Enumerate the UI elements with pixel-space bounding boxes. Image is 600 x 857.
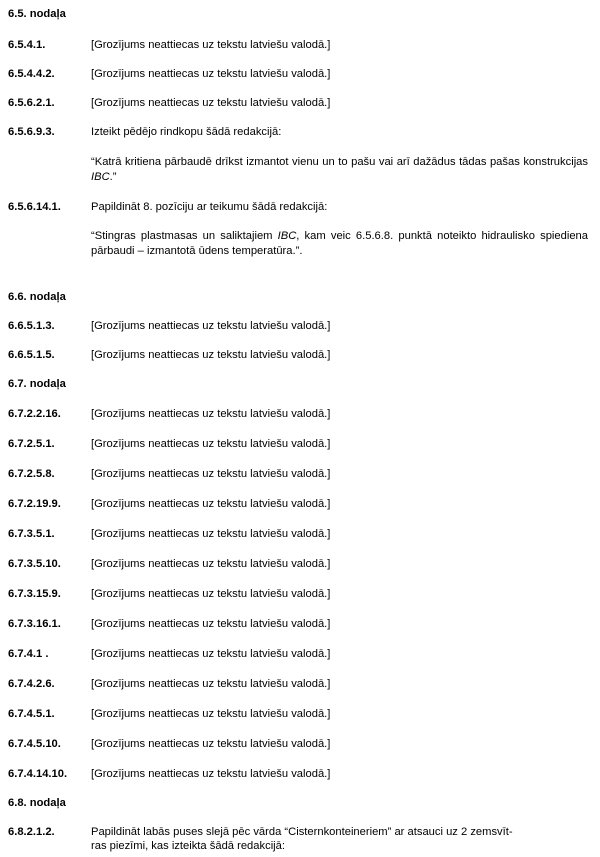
entry-number: 6.7.4.5.1. bbox=[8, 708, 55, 720]
quoted-amendment-text: “Stingras plastmasas un saliktajiem IBC, kam veic 6.5.6.8. punktā noteikto hidraulisko spiediena pārbaudi – izmantotā ūdens temperatūra.”. bbox=[91, 230, 588, 257]
entry-text: [Grozījums neattiecas uz tekstu latviešu valodā.] bbox=[91, 708, 331, 720]
entry-number: 6.7.4.14.10. bbox=[8, 768, 68, 780]
entry-number: 6.6.5.1.5. bbox=[8, 349, 55, 361]
entry-number: 6.7.3.16.1. bbox=[8, 618, 61, 630]
entry-text: [Grozījums neattiecas uz tekstu latviešu valodā.] bbox=[91, 558, 331, 570]
entry-text: [Grozījums neattiecas uz tekstu latviešu valodā.] bbox=[91, 738, 331, 750]
entry-number: 6.7.2.5.1. bbox=[8, 438, 55, 450]
entry-text: [Grozījums neattiecas uz tekstu latviešu valodā.] bbox=[91, 588, 331, 600]
entry-number: 6.7.2.2.16. bbox=[8, 408, 61, 420]
section-heading-6-5: 6.5. nodaļa bbox=[8, 8, 66, 20]
entry-number: 6.5.4.4.2. bbox=[8, 68, 55, 80]
entry-number: 6.7.3.5.1. bbox=[8, 528, 55, 540]
entry-text: [Grozījums neattiecas uz tekstu latviešu valodā.] bbox=[91, 68, 331, 80]
entry-number: 6.7.2.5.8. bbox=[8, 468, 55, 480]
entry-text: [Grozījums neattiecas uz tekstu latviešu valodā.] bbox=[91, 39, 331, 51]
entry-text: Papildināt 8. pozīciju ar teikumu šādā redakcijā: bbox=[91, 201, 328, 213]
entry-text: [Grozījums neattiecas uz tekstu latviešu valodā.] bbox=[91, 320, 331, 332]
entry-text: [Grozījums neattiecas uz tekstu latviešu valodā.] bbox=[91, 528, 331, 540]
entry-number: 6.5.6.9.3. bbox=[8, 126, 55, 138]
entry-text: [Grozījums neattiecas uz tekstu latviešu valodā.] bbox=[91, 498, 331, 510]
section-heading-6-8: 6.8. nodaļa bbox=[8, 797, 66, 809]
quoted-amendment-text: “Katrā kritiena pārbaudē drīkst izmantot vienu un to pašu vai arī dažādus tādas pašas konstrukcijas IBC.” bbox=[91, 156, 588, 183]
entry-number: 6.7.4.1 . bbox=[8, 648, 49, 660]
entry-number: 6.7.3.15.9. bbox=[8, 588, 61, 600]
entry-text: [Grozījums neattiecas uz tekstu latviešu valodā.] bbox=[91, 349, 331, 361]
entry-number: 6.7.2.19.9. bbox=[8, 498, 61, 510]
entry-text-continuation: ras piezīmi, kas izteikta šādā redakcijā: bbox=[91, 840, 285, 852]
entry-text: Papildināt labās puses slejā pēc vārda “Cisternkonteineriem” ar atsauci uz 2 zemsvīt- bbox=[91, 826, 513, 838]
entry-text: [Grozījums neattiecas uz tekstu latviešu valodā.] bbox=[91, 618, 331, 630]
entry-number: 6.5.6.2.1. bbox=[8, 97, 55, 109]
entry-text: [Grozījums neattiecas uz tekstu latviešu valodā.] bbox=[91, 468, 331, 480]
entry-number: 6.5.4.1. bbox=[8, 39, 46, 51]
entry-text: [Grozījums neattiecas uz tekstu latviešu valodā.] bbox=[91, 648, 331, 660]
section-heading-6-7: 6.7. nodaļa bbox=[8, 378, 66, 390]
section-heading-6-6: 6.6. nodaļa bbox=[8, 291, 66, 303]
entry-number: 6.6.5.1.3. bbox=[8, 320, 55, 332]
entry-number: 6.7.4.2.6. bbox=[8, 678, 55, 690]
entry-text: [Grozījums neattiecas uz tekstu latviešu valodā.] bbox=[91, 768, 331, 780]
entry-text: [Grozījums neattiecas uz tekstu latviešu valodā.] bbox=[91, 97, 331, 109]
entry-number: 6.7.3.5.10. bbox=[8, 558, 61, 570]
entry-number: 6.5.6.14.1. bbox=[8, 201, 61, 213]
entry-number: 6.7.4.5.10. bbox=[8, 738, 61, 750]
entry-number: 6.8.2.1.2. bbox=[8, 826, 55, 838]
entry-text: [Grozījums neattiecas uz tekstu latviešu valodā.] bbox=[91, 438, 331, 450]
entry-text: [Grozījums neattiecas uz tekstu latviešu valodā.] bbox=[91, 678, 331, 690]
entry-text: Izteikt pēdējo rindkopu šādā redakcijā: bbox=[91, 126, 282, 138]
entry-text: [Grozījums neattiecas uz tekstu latviešu valodā.] bbox=[91, 408, 331, 420]
